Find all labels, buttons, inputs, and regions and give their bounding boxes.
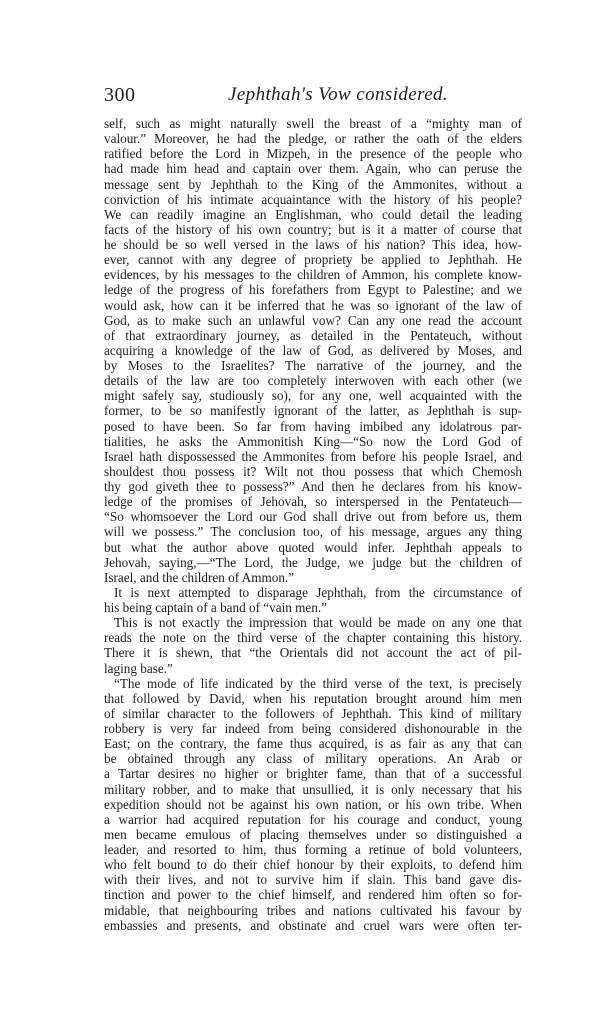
text-line: It is next attempted to disparage Jephthah, from the circumstance of (114, 584, 522, 600)
text-line: acquiring a knowledge of the law of God, as delivered by Moses, and (104, 342, 522, 358)
text-line: leader, and resorted to him, thus forming a retinue of bold volunteers, (104, 842, 522, 857)
text-line: ratified before the Lord in Mizpeh, in the presence of the people who (104, 146, 522, 162)
text-line: laging base.” (104, 660, 173, 676)
text-line: a warrior had acquired reputation for his courage and conduct, young (104, 811, 522, 827)
text-line: We can readily imagine an Englishman, who could detail the leading (104, 206, 522, 222)
text-line: Israel, and the children of Ammon.” (104, 569, 295, 585)
text-line: but what the author above quoted would infer. Jephthah appeals to (104, 539, 522, 555)
text-line: Jehovah, saying,—“The Lord, the Judge, we judge but the children of (104, 554, 522, 570)
text-line: a Tartar desires no higher or brighter fame, than that of a successful (104, 766, 522, 782)
text-line: men became emulous of placing themselves under so distinguished a (104, 826, 522, 842)
text-line: robbery is very far indeed from being considered dishonourable in the (104, 721, 522, 736)
text-line: message sent by Jephthah to the King of the Ammonites, without a (104, 176, 522, 192)
text-line: ledge of the promises of Jehovah, so interspersed in the Pentateuch— (104, 494, 522, 510)
running-head: Jephthah's Vow considered. (228, 84, 449, 105)
text-line: valour.” Moreover, he had the pledge, or rather the oath of the elders (104, 131, 522, 147)
text-line: of that extraordinary journey, as detailed in the Pentateuch, without (104, 327, 522, 343)
text-line: with their lives, and not to survive him if slain. This band gave dis- (104, 872, 522, 888)
text-line: details of the law are too completely interwoven with each other (we (104, 373, 522, 389)
text-line: tinction and power to the chief himself, and rendered him often so for- (104, 887, 522, 903)
text-line: thy god giveth thee to possess?” And then he declares from his know- (104, 479, 522, 494)
text-line: ledge of the progress of his forefathers from Egypt to Palestine; and we (104, 282, 522, 298)
text-line: reads the note on the third verse of the chapter containing this history. (104, 630, 522, 646)
page-number: 300 (104, 84, 136, 106)
text-line: “The mode of life indicated by the third verse of the text, is precisely (114, 675, 522, 691)
body-text (104, 116, 522, 933)
text-line: posed to have been. So far from having imbibed any idolatrous par- (104, 418, 522, 434)
text-line: Israel hath dispossessed the Ammonites from before his people Israel, and (104, 448, 522, 464)
text-line: embassies and presents, and obstinate and cruel wars were often ter- (104, 917, 522, 933)
text-line: military robber, and to make that unsullied, it is only necessary that his (104, 781, 522, 797)
text-line: that followed by David, when his reputation brought around him men (104, 690, 522, 706)
text-line: This is not exactly the impression that would be made on any one that (114, 615, 522, 631)
text-line: his being captain of a band of “vain men.” (104, 600, 328, 615)
text-line: who felt bound to do their chief honour by their exploits, to defend him (104, 857, 522, 873)
text-line: East; on the contrary, the fame thus acquired, is as fair as any that can (104, 736, 522, 752)
text-line: will we possess.” The conclusion too, of his message, argues any thing (104, 524, 522, 540)
text-line: evidences, by his messages to the children of Ammon, his complete know- (104, 267, 522, 283)
text-line: midable, that neighbouring tribes and nations cultivated his favour by (104, 902, 522, 918)
text-line: There it is shewn, that “the Orientals did not account the act of pil- (104, 645, 522, 661)
text-line: shouldest thou possess it? Wilt not thou possess that which Chemosh (104, 463, 522, 479)
text-line: of similar character to the followers of Jephthah. This kind of military (104, 705, 522, 721)
text-line: self, such as might naturally swell the breast of a “mighty man of (104, 116, 522, 131)
text-line: would ask, how can it be inferred that he was so ignorant of the law of (104, 297, 522, 313)
text-line: former, to be so manifestly ignorant of the latter, as Jephthah is sup- (104, 403, 522, 419)
text-line: God, as to make such an unlawful vow? Can any one read the account (104, 312, 522, 328)
text-line: be obtained through any class of military operations. An Arab or (104, 751, 522, 767)
text-line: tialities, he asks the Ammonitish King—“So now the Lord God of (104, 433, 522, 449)
text-line: might safely say, studiously so), for any one, well acquainted with the (104, 388, 522, 404)
text-line: had made him head and captain over them. Again, who can peruse the (104, 161, 522, 177)
text-line: ever, cannot with any degree of propriety be applied to Jephthah. He (104, 252, 522, 268)
text-line: expedition should not be against his own nation, or his own tribe. When (104, 796, 522, 812)
page-header (104, 84, 516, 110)
text-line: by Moses to the Israelites? The narrative of the journey, and the (104, 358, 522, 373)
text-line: he should be so well versed in the laws of his nation? This idea, how- (104, 237, 522, 252)
text-line: facts of the history of his own country; but is it a matter of course that (104, 221, 522, 237)
text-line: “So whomsoever the Lord our God shall drive out from before us, them (104, 509, 522, 525)
text-line: conviction of his intimate acquaintance with the history of his people? (104, 191, 522, 207)
